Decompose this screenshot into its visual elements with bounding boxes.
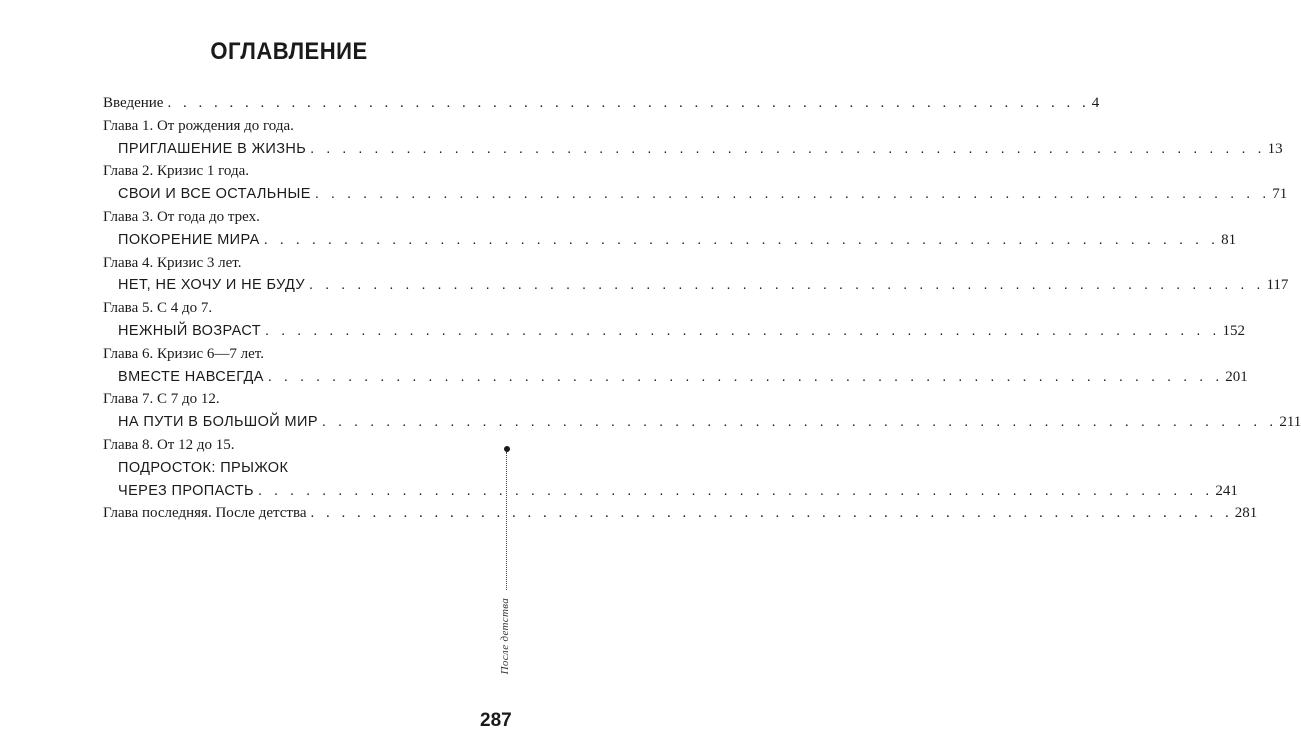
toc-entry	[103, 343, 463, 366]
dot-leader: . . . . . . . . . . . . . . . . . . . . . . . . . . . . . . . . . . . . . . . . . . . . . . . . . . . . . . . . . . . .	[314, 186, 1271, 203]
toc-entry-page: 117	[1266, 277, 1289, 294]
toc-entry-label: Глава 4. Кризис 3 лет.	[103, 254, 242, 271]
toc-entry-label: НЕТ, НЕ ХОЧУ И НЕ БУДУ	[118, 277, 306, 294]
toc-entry-label: Глава 1. От рождения до года.	[103, 117, 294, 134]
toc-entry	[103, 411, 1301, 434]
dot-leader: . . . . . . . . . . . . . . . . . . . . . . . . . . . . . . . . . . . . . . . . . . . . . . . . . . . . . . . . . . . .	[309, 277, 1265, 294]
dot-leader: . . . . . . . . . . . . . . . . . . . . . . . . . . . . . . . . . . . . . . . . . . . . . . . . . . . . . . . . . . . .	[265, 322, 1221, 339]
table-of-contents	[103, 92, 1301, 525]
toc-entry-page: 71	[1272, 186, 1288, 203]
dot-leader: . . . . . . . . . . . . . . . . . . . . . . . . . . . . . . . . . . . . . . . . . . . . . . . . . . . . . . . . . . . .	[257, 482, 1214, 499]
toc-entry	[103, 115, 463, 138]
toc-entry	[103, 480, 1238, 503]
toc-entry-page: 81	[1221, 231, 1237, 248]
toc-entry-label: Глава 5. С 4 до 7.	[103, 300, 213, 317]
toc-entry-label: НА ПУТИ В БОЛЬШОЙ МИР	[118, 414, 318, 431]
toc-entry-label: Глава 2. Кризис 1 года.	[103, 163, 250, 180]
toc-entry	[103, 183, 1288, 206]
toc-entry-label: Глава 3. От года до трех.	[103, 208, 260, 225]
toc-entry-label: Глава 8. От 12 до 15.	[103, 436, 235, 453]
toc-entry-label: ЧЕРЕЗ ПРОПАСТЬ	[118, 482, 254, 499]
toc-entry	[103, 320, 1245, 343]
toc-entry-label: ПОКОРЕНИЕ МИРА	[118, 231, 260, 248]
toc-entry-label: Введение	[103, 95, 164, 111]
dot-leader: . . . . . . . . . . . . . . . . . . . . . . . . . . . . . . . . . . . . . . . . . . . . . . . . . . . . . . . . . . . .	[263, 231, 1220, 248]
toc-entry	[103, 388, 463, 411]
dot-leader: . . . . . . . . . . . . . . . . . . . . . . . . . . . . . . . . . . . . . . . . . . . . . . . . . . . . . . . . . . . .	[321, 414, 1278, 431]
toc-entry-label: НЕЖНЫЙ ВОЗРАСТ	[118, 322, 262, 339]
toc-entry-page: 4	[1091, 95, 1100, 111]
toc-entry	[103, 366, 1248, 389]
toc-entry-label: Глава последняя. После детства	[103, 505, 307, 522]
toc-entry-page: 241	[1215, 482, 1238, 499]
toc-entry	[103, 502, 1258, 525]
toc-entry	[103, 229, 1237, 252]
toc-entry	[103, 252, 463, 275]
toc-entry-page: 201	[1225, 368, 1248, 385]
toc-entry	[103, 160, 463, 183]
toc-entry-label: ПРИГЛАШЕНИЕ В ЖИЗНЬ	[118, 140, 307, 157]
page-number: 287	[480, 710, 512, 731]
page-title: ОГЛАВЛЕНИЕ	[210, 38, 368, 65]
toc-entry-label: Глава 6. Кризис 6—7 лет.	[103, 345, 264, 362]
toc-entry-page: 152	[1222, 322, 1245, 339]
toc-entry	[103, 457, 463, 480]
toc-entry	[103, 434, 463, 457]
dot-leader: . . . . . . . . . . . . . . . . . . . . . . . . . . . . . . . . . . . . . . . . . . . . . . . . . . . . . . . . . . . .	[310, 505, 1233, 522]
toc-entry-page: 13	[1267, 140, 1283, 157]
toc-entry-page: 281	[1234, 505, 1258, 522]
dot-leader: . . . . . . . . . . . . . . . . . . . . . . . . . . . . . . . . . . . . . . . . . . . . . . . . . . . . . . . . . . . .	[267, 368, 1224, 385]
toc-entry-label: СВОИ И ВСЕ ОСТАЛЬНЫЕ	[118, 186, 311, 203]
toc-entry	[103, 274, 1289, 297]
bullet-dot-icon	[504, 446, 510, 452]
toc-entry	[103, 138, 1283, 161]
toc-entry-page: 211	[1279, 414, 1301, 431]
toc-entry	[103, 92, 1100, 115]
toc-entry	[103, 206, 463, 229]
toc-entry-label: ВМЕСТЕ НАВСЕГДА	[118, 368, 264, 385]
running-header: После детства	[499, 598, 511, 675]
toc-entry-label: ПОДРОСТОК: ПРЫЖОК	[118, 459, 289, 476]
toc-entry	[103, 297, 463, 320]
dotted-divider	[506, 452, 507, 590]
dot-leader: . . . . . . . . . . . . . . . . . . . . . . . . . . . . . . . . . . . . . . . . . . . . . . . . . . . . . . . . . . . .	[167, 95, 1090, 111]
dot-leader: . . . . . . . . . . . . . . . . . . . . . . . . . . . . . . . . . . . . . . . . . . . . . . . . . . . . . . . . . . . .	[310, 140, 1266, 157]
toc-entry-label: Глава 7. С 7 до 12.	[103, 391, 220, 408]
